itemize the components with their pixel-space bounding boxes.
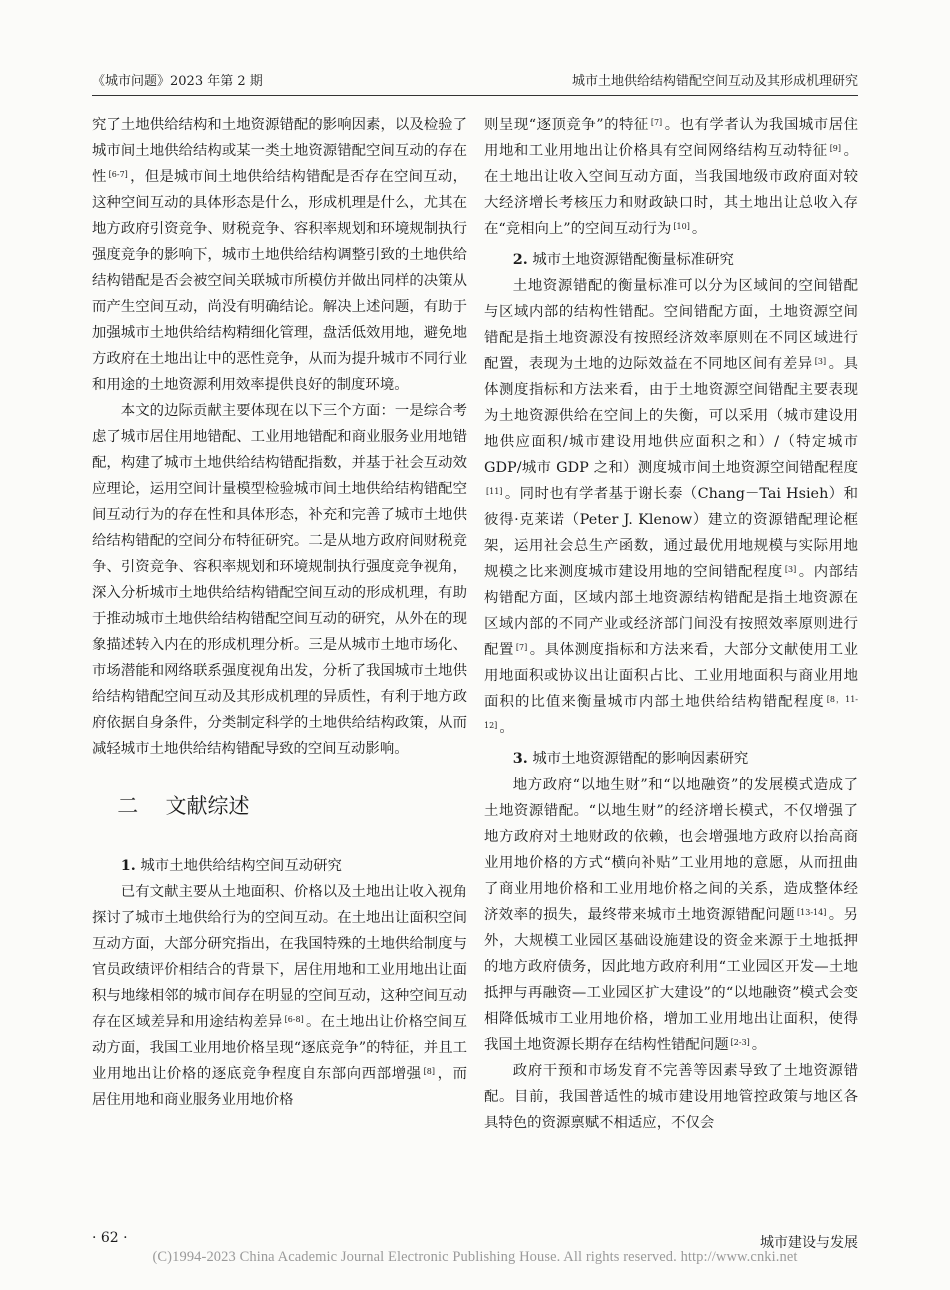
citation: [13-14] bbox=[797, 908, 827, 917]
paragraph: 土地资源错配的衡量标准可以分为区域间的空间错配与区域内部的结构性错配。空间错配方面，土地资源空间错配是指土地资源没有按照经济效率原则在不同区域进行配置，表现为土地的边际效益在不同地区间有差异 [3] 。具体测度指标和方法来看，由于土地资源空间错配主要表现为土地资源供给在空间上的失衡，可以采用（城市建设用地供应面积/城市建设用地供应面积之和）/（特定城市GDP/城市 GDP 之和）测度城市间土地资源空间错配程度[11] 。同时也有学者基于谢长泰（Chang－Tai Hsieh）和彼得·克莱诺（Peter J. Klenow）建立的资源错配理论框架，运用社会总生产函数，通过最优用地规模与实际用地规模之比来测度城市建设用地的空间错配程度 [3] 。内部结构错配方面，区域内部土地资源结构错配是指土地资源在区域内部的不同产业或经济部门间没有按照效率原则进行配置 [7] 。具体测度指标和方法来看，大部分文献使用工业用地面积或协议出让面积占比、工业用地面积与商业用地面积的比值来衡量城市内部土地供给结构错配程度 [8，11-12] 。 bbox=[484, 278, 858, 736]
citation: [10] bbox=[673, 222, 690, 231]
footer-section-name: 城市建设与发展 bbox=[760, 1235, 858, 1251]
right-column bbox=[484, 112, 858, 1136]
running-header-title: 城市土地供给结构错配空间互动及其形成机理研究 bbox=[571, 74, 858, 89]
paragraph: 则呈现“逐顶竞争”的特征 [7] 。也有学者认为我国城市居住用地和工业用地出让价格具有空间网络结构互动特征 [9] 。在土地出让收入空间互动方面，当我国地级市政府面对较大经济增长考核压力和财政缺口时，其土地出让总收入存在“竞相向上”的空间互动行为 [10] 。 bbox=[484, 117, 858, 237]
citation: [6-8] bbox=[284, 1015, 304, 1024]
citation: [3] bbox=[784, 565, 797, 574]
running-header-journal: 《城市问题》2023 年第 2 期 bbox=[92, 74, 263, 89]
citation: [9] bbox=[829, 144, 842, 153]
paragraph: 究了土地供给结构和土地资源错配的影响因素，以及检验了城市间土地供给结构或某一类土地资源错配空间互动的存在性 [6-7] ，但是城市间土地供给结构错配是否存在空间互动，这种空间互动的具体形态是什么，形成机理是什么，尤其在地方政府引资竞争、财税竞争、容积率规划和环境规制执行强度竞争的影响下，城市土地供给结构调整引致的土地供给结构错配是否会被空间关联城市所模仿并做出同样的决策从而产生空间互动，尚没有明确结论。解决上述问题，有助于加强城市土地供给结构精细化管理，盘活低效用地，避免地方政府在土地出让中的恶性竞争，从而为提升城市不同行业和用途的土地资源利用效率提供良好的制度环境。 bbox=[92, 117, 467, 393]
citation: [7] bbox=[650, 118, 663, 127]
citation: [2-3] bbox=[730, 1038, 750, 1047]
citation: [6-7] bbox=[108, 170, 128, 179]
paragraph: 本文的边际贡献主要体现在以下三个方面：一是综合考虑了城市居住用地错配、工业用地错配和商业服务业用地错配，构建了城市土地供给结构错配指数，并基于社会互动效应理论，运用空间计量模型检验城市间土地供给结构错配空间互动行为的存在性和具体形态，补充和完善了城市土地供给结构错配的空间分布特征研究。二是从地方政府间财税竞争、引资竞争、容积率规划和环境规制执行强度竞争视角，深入分析城市土地供给结构错配空间互动的形成机理，有助于推动城市土地供给结构错配空间互动的研究，从外在的现象描述转入内在的形成机理分析。三是从城市土地市场化、市场潜能和网络联系强度视角出发，分析了我国城市土地供给结构错配空间互动及其形成机理的异质性，有利于地方政府依据自身条件，分类制定科学的土地供给结构政策，从而减轻城市土地供给结构错配导致的空间互动影响。 bbox=[92, 403, 467, 757]
copyright-watermark: (C)1994-2023 China Academic Journal Electronic Publishing House. All rights reserved. http://www.cnki.net bbox=[152, 1249, 798, 1265]
header-rule bbox=[92, 95, 858, 96]
citation: [11] bbox=[486, 487, 503, 496]
subsection-heading: 3. 城市土地资源错配的影响因素研究 bbox=[512, 750, 749, 767]
page-number: · 62 · bbox=[92, 1230, 128, 1246]
citation: [8] bbox=[423, 1067, 436, 1076]
paragraph: 地方政府“以地生财”和“以地融资”的发展模式造成了土地资源错配。“以地生财”的经济增长模式，不仅增强了地方政府对土地财政的依赖，也会增强地方政府以抬高商业用地价格的方式“横向补贴”工业用地的意愿，从而扭曲了商业用地价格和工业用地价格之间的关系，造成整体经济效率的损失，最终带来城市土地资源错配问题 [13-14] 。另外，大规模工业园区基础设施建设的资金来源于土地抵押的地方政府债务，因此地方政府利用“工业园区开发—土地抵押与再融资—工业园区扩大建设”的“以地融资”模式会变相降低城市工业用地价格，增加工业用地出让面积，使得我国土地资源长期存在结构性错配问题 [2-3] 。 bbox=[484, 777, 858, 1053]
citation: [7] bbox=[515, 643, 528, 652]
section-heading: 二 文献综述 bbox=[117, 794, 250, 818]
left-column bbox=[92, 112, 467, 1113]
subsection-heading: 1. 城市土地供给结构空间互动研究 bbox=[120, 857, 342, 874]
subsection-heading: 2. 城市土地资源错配衡量标准研究 bbox=[512, 251, 734, 268]
paragraph: 政府干预和市场发育不完善等因素导致了土地资源错配。目前，我国普适性的城市建设用地管控政策与地区各具特色的资源禀赋不相适应，不仅会 bbox=[484, 1063, 858, 1131]
paragraph: 已有文献主要从土地面积、价格以及土地出让收入视角探讨了城市土地供给行为的空间互动。在土地出让面积空间互动方面，大部分研究指出，在我国特殊的土地供给制度与官员政绩评价相结合的背景下，居住用地和工业用地出让面积与地缘相邻的城市间存在明显的空间互动，这种空间互动存在区域差异和用途结构差异 [6-8] 。在土地出让价格空间互动方面，我国工业用地价格呈现“逐底竞争”的特征，并且工业用地出让价格的逐底竞争程度自东部向西部增强 [8] ，而居住用地和商业服务业用地价格 bbox=[92, 884, 467, 1108]
citation: [8，11-12] bbox=[484, 695, 858, 730]
citation: [3] bbox=[814, 357, 827, 366]
